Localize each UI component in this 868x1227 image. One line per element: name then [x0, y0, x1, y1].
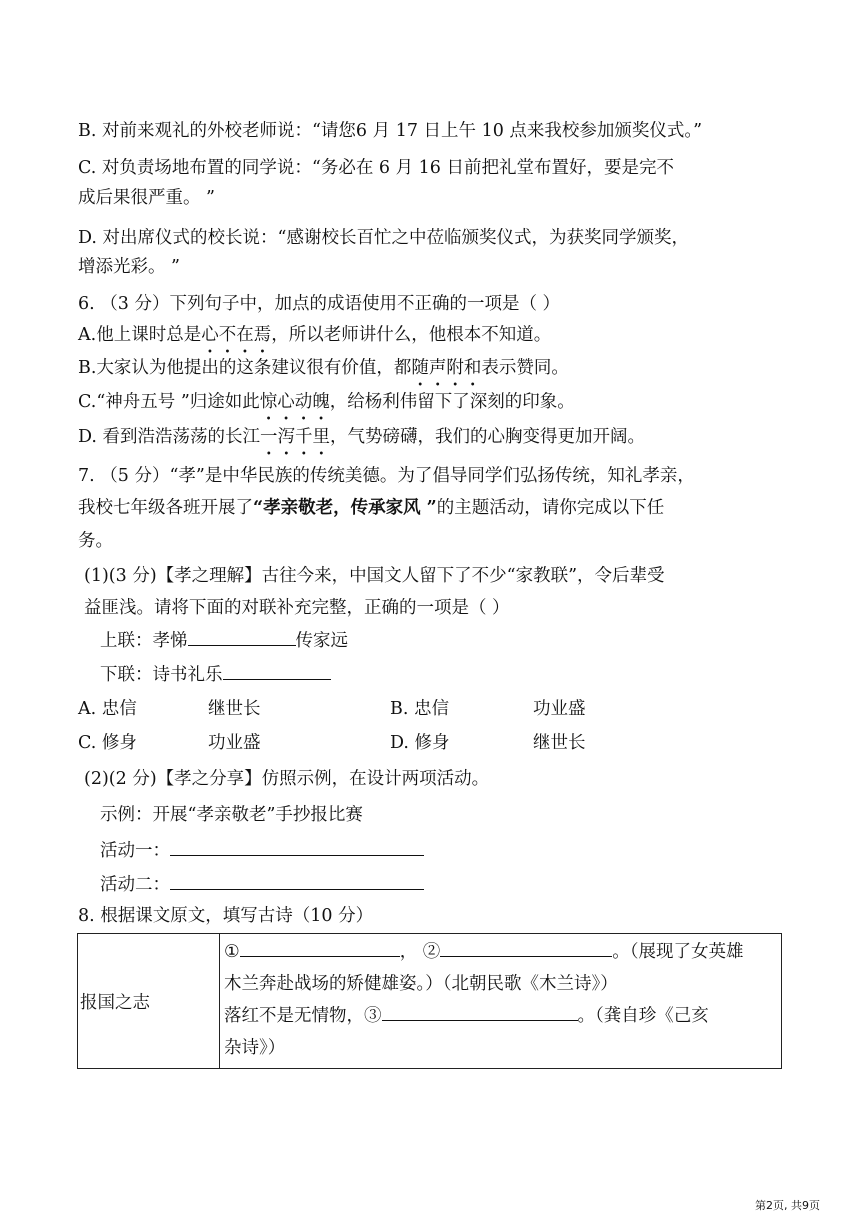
dotted-char: 随	[411, 358, 429, 378]
upper-label: 上联：孝悌	[100, 631, 188, 651]
dotted-char: 里	[312, 427, 331, 447]
q7-option-b-second: 功业盛	[533, 699, 586, 719]
row-content	[220, 934, 782, 1069]
poem-line-3	[224, 1000, 777, 1032]
answer-blank[interactable]	[188, 629, 296, 646]
poem-line-4: 杂诗》）	[224, 1038, 286, 1058]
answer-blank[interactable]	[240, 940, 400, 957]
dotted-char: 在	[236, 325, 254, 345]
option-text: A.他上课时总是	[78, 325, 202, 345]
answer-blank[interactable]	[440, 940, 612, 957]
activity-two	[100, 873, 808, 896]
blank-marker: ， ②	[399, 942, 441, 962]
dotted-char: 泻	[277, 427, 296, 447]
q7-option-a-second: 继世长	[208, 699, 261, 719]
q7-stem-line2	[78, 497, 808, 519]
dotted-char: 心	[277, 392, 295, 412]
q6-option-c	[78, 391, 808, 413]
dotted-char: 附	[446, 358, 464, 378]
poem-text: 落红不是无情物，③	[224, 1006, 382, 1026]
q5-option-c-line1: C. 对负责场地布置的同学说：“务必在 6 月 16 日前把礼堂布置好，要是完不	[78, 158, 674, 178]
q7-stem-line3: 务。	[78, 531, 113, 551]
q7-option-c: C. 修身	[78, 733, 137, 753]
dotted-char: 魄	[312, 392, 330, 412]
dotted-char: 声	[428, 358, 447, 378]
dotted-char: 和	[463, 358, 482, 378]
q7-part2-stem: (2)(2 分)【孝之分享】仿照示例，在设计两项活动。	[84, 769, 490, 789]
activity-one	[100, 839, 808, 862]
dotted-char: 焉	[253, 325, 272, 345]
dotted-char: 心	[201, 325, 219, 345]
activity-label: 活动二：	[100, 875, 170, 895]
answer-blank[interactable]	[170, 839, 424, 856]
dotted-char: 惊	[259, 392, 278, 412]
option-text: ，所以老师讲什么，他根本不知道。	[271, 325, 552, 345]
activity-label: 活动一：	[100, 841, 170, 861]
q6-option-d	[78, 426, 808, 448]
q5-option-d-line1: D. 对出席仪式的校长说：“感谢校长百忙之中莅临颁奖仪式，为获奖同学颁奖，	[78, 228, 689, 248]
poem-line-1	[224, 936, 777, 968]
blank-marker: ①	[224, 942, 240, 962]
note-text: 。（龚自珍《己亥	[577, 1006, 709, 1026]
couplet-upper	[100, 629, 808, 652]
lower-label: 下联：诗书礼乐	[100, 665, 223, 685]
page-number: 第2页, 共9页	[755, 1199, 820, 1212]
dotted-char: 不	[218, 325, 237, 345]
answer-blank[interactable]	[223, 663, 331, 680]
option-text: C.“神舟五号 ”归途如此	[78, 392, 260, 412]
q5-option-c-line2: 成后果很严重。 ”	[78, 188, 216, 208]
option-text: ，给杨利伟留下了深刻的印象。	[329, 392, 575, 412]
q8-stem: 8. 根据课文原文，填写古诗（10 分）	[78, 906, 374, 926]
q7-option-c-second: 功业盛	[208, 733, 261, 753]
activity-theme: “孝亲敬老，传承家风 ”	[253, 498, 437, 518]
upper-end: 传家远	[295, 631, 348, 651]
dotted-char: 千	[295, 427, 313, 447]
q6-stem: 6. （3 分）下列句子中，加点的成语使用不正确的一项是（ ）	[78, 294, 561, 314]
note-text: 。（展现了女英雄	[612, 942, 744, 962]
dotted-char: 动	[294, 392, 313, 412]
stem-text: 的主题活动，请你完成以下任	[436, 498, 665, 518]
couplet-lower	[100, 663, 808, 686]
poem-table	[77, 933, 782, 1069]
q6-option-b	[78, 357, 808, 379]
row-header: 报国之志	[78, 934, 220, 1069]
table-row	[78, 934, 782, 1069]
stem-text: 我校七年级各班开展了	[78, 498, 253, 518]
q7-part1-line2: 益匪浅。请将下面的对联补充完整，正确的一项是（ ）	[84, 598, 510, 618]
q5-option-d-line2: 增添光彩。 ”	[78, 257, 181, 277]
q7-part1-line1: (1)(3 分)【孝之理解】古往今来，中国文人留下了不少“家教联”，令后辈受	[84, 566, 665, 586]
q7-option-a: A. 忠信	[78, 699, 137, 719]
answer-blank[interactable]	[382, 1004, 578, 1021]
q7-example: 示例：开展“孝亲敬老”手抄报比赛	[100, 805, 363, 825]
q5-option-b: B. 对前来观礼的外校老师说：“请您6 月 17 日上午 10 点来我校参加颁奖仪式。”	[78, 121, 703, 141]
option-text: D. 看到浩浩荡荡的长江	[78, 427, 261, 447]
dotted-char: 一	[260, 427, 278, 447]
poem-line-2: 木兰奔赴战场的矫健雄姿。）（北朝民歌《木兰诗》）	[224, 974, 618, 994]
option-text: ，气势磅礴，我们的心胸变得更加开阔。	[330, 427, 646, 447]
q7-option-b: B. 忠信	[390, 699, 449, 719]
option-text: B.大家认为他提出的这条建议很有价值，都	[78, 358, 412, 378]
q7-stem-line1: 7. （5 分）“孝”是中华民族的传统美德。为了倡导同学们弘扬传统，知礼孝亲，	[78, 466, 695, 486]
option-text: 表示赞同。	[481, 358, 569, 378]
q6-option-a	[78, 324, 808, 346]
q7-option-d-second: 继世长	[533, 733, 586, 753]
q7-option-d: D. 修身	[390, 733, 450, 753]
answer-blank[interactable]	[170, 873, 424, 890]
